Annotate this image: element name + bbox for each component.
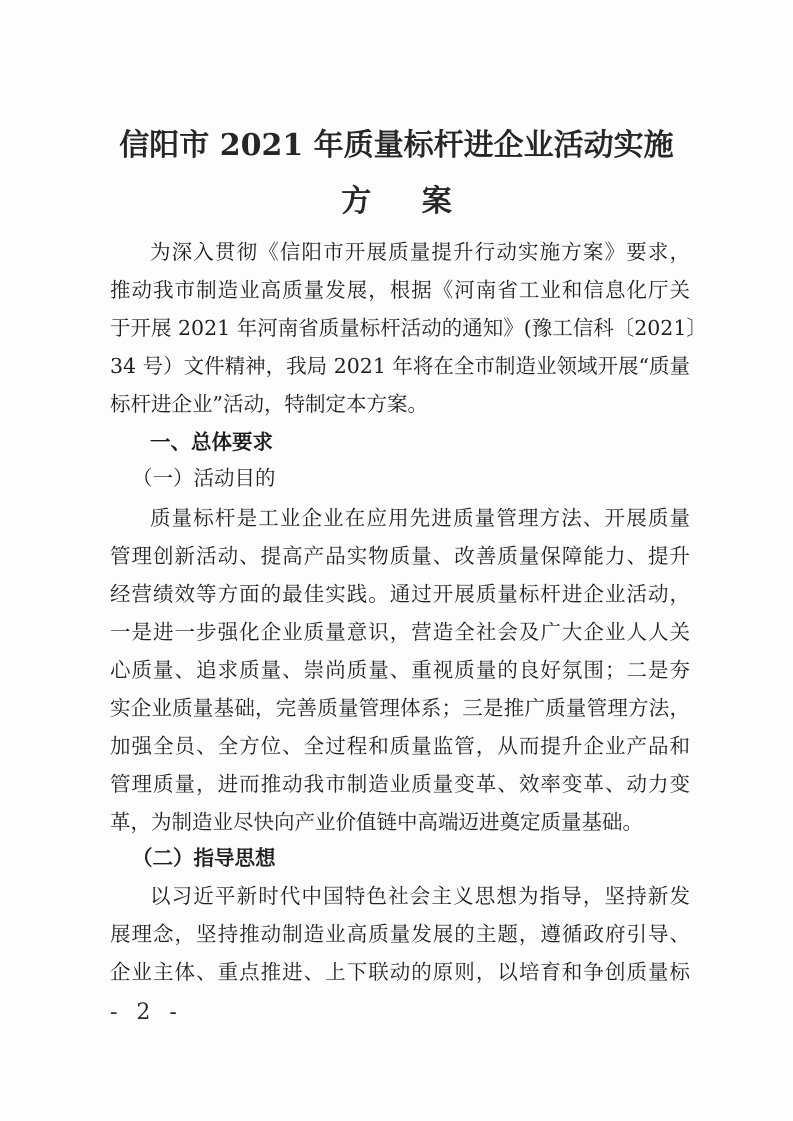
intro-line: 于开展 2021 年河南省质量标杆活动的通知》(豫工信科〔2021〕 (110, 316, 707, 340)
paragraph-line: 实企业质量基础，完善质量管理体系；三是推广质量管理方法， (110, 696, 690, 720)
intro-line: 标杆进企业”活动，特制定本方案。 (110, 392, 428, 416)
paragraph-line: 展理念，坚持推动制造业高质量发展的主题，遵循政府引导、 (110, 922, 690, 946)
intro-line: 34 号）文件精神，我局 2021 年将在全市制造业领域开展“质量 (110, 354, 690, 378)
intro-line: 推动我市制造业高质量发展，根据《河南省工业和信息化厅关 (110, 278, 690, 302)
paragraph-line: 管理创新活动、提高产品实物质量、改善质量保障能力、提升 (110, 544, 690, 568)
page-number: - 2 - (110, 1000, 183, 1025)
paragraph-line: 企业主体、重点推进、上下联动的原则，以培育和争创质量标 (110, 960, 690, 984)
paragraph-line: 管理质量，进而推动我市制造业质量变革、效率变革、动力变 (110, 772, 690, 796)
subsection-heading-purpose: （一）活动目的 (132, 466, 276, 490)
paragraph-line: 一是进一步强化企业质量意识，营造全社会及广大企业人人关 (110, 620, 690, 644)
document-title-line-1: 信阳市 2021 年质量标杆进企业活动实施 (119, 128, 674, 163)
paragraph-line: 心质量、追求质量、崇尚质量、重视质量的良好氛围；二是夯 (110, 658, 690, 682)
paragraph-line: 质量标杆是工业企业在应用先进质量管理方法、开展质量 (150, 506, 690, 530)
subsection-heading-guiding-ideology: （二）指导思想 (132, 846, 276, 870)
paragraph-line: 以习近平新时代中国特色社会主义思想为指导，坚持新发 (150, 884, 690, 908)
paragraph-line: 经营绩效等方面的最佳实践。通过开展质量标杆进企业活动， (110, 582, 690, 606)
section-heading-general-requirements: 一、总体要求 (150, 430, 273, 454)
document-title-line-2: 方 案 (341, 184, 472, 219)
paragraph-line: 革，为制造业尽快向产业价值链中高端迈进奠定质量基础。 (110, 810, 643, 834)
intro-line: 为深入贯彻《信阳市开展质量提升行动实施方案》要求， (150, 240, 690, 264)
paragraph-line: 加强全员、全方位、全过程和质量监管，从而提升企业产品和 (110, 734, 690, 758)
